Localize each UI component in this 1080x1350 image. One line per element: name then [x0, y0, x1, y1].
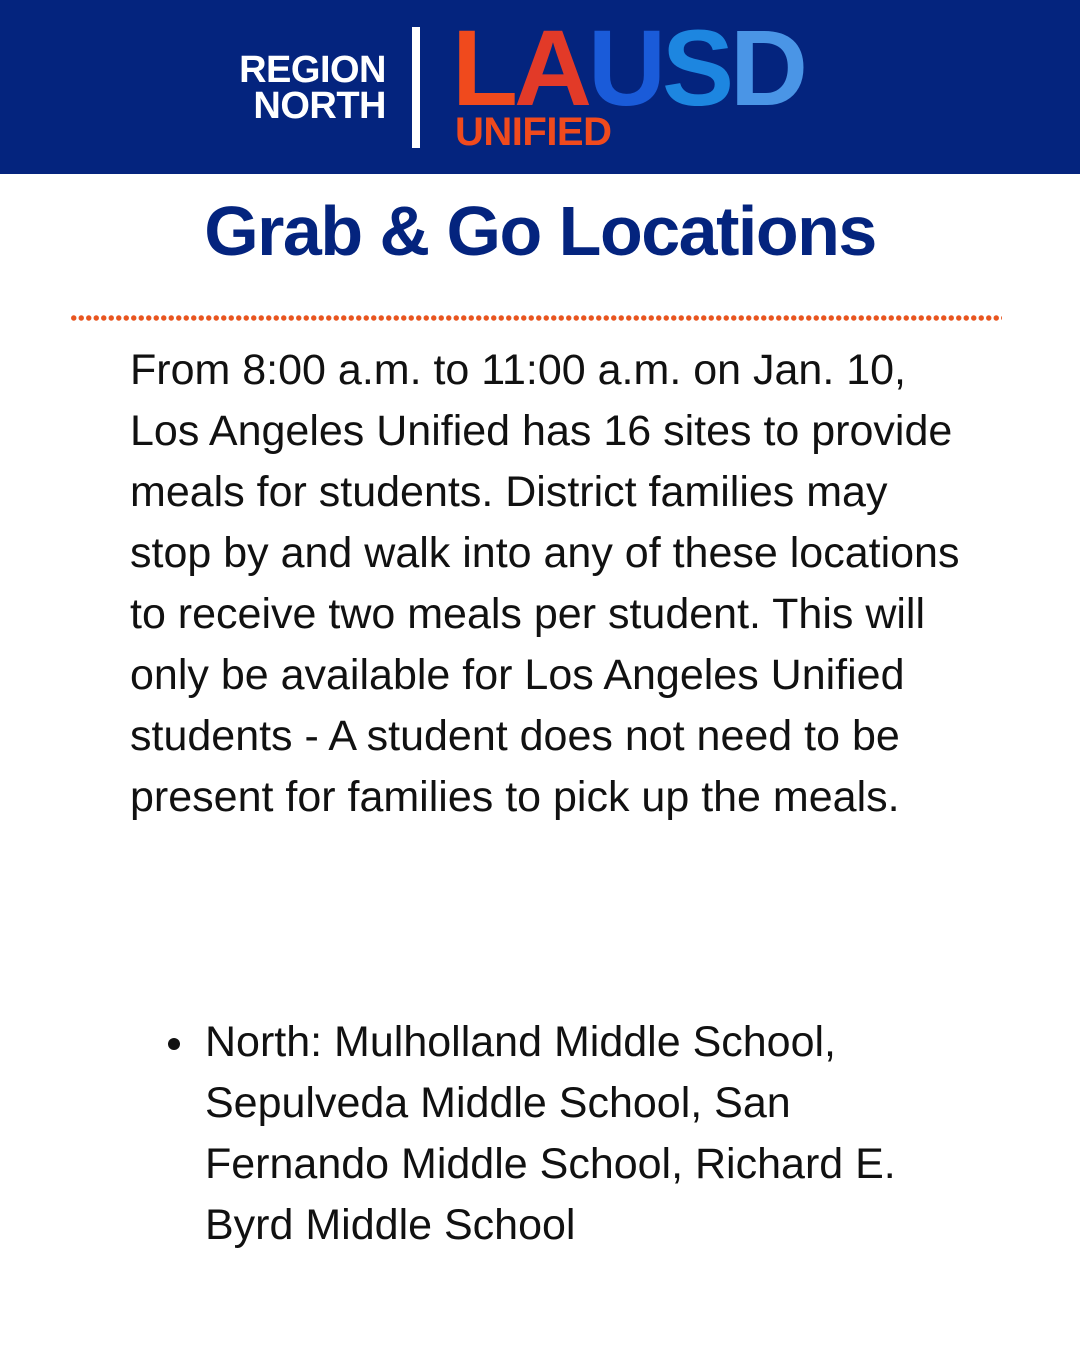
logo-unified-text: UNIFIED — [455, 110, 612, 154]
logo-letter-l: L — [452, 7, 514, 128]
region-line-2: NORTH — [253, 85, 386, 127]
region-label — [222, 49, 386, 127]
info-paragraph: From 8:00 a.m. to 11:00 a.m. on Jan. 10, Los Angeles Unified has 16 sites to provide meals for students. District families may stop by and walk into any of these locations to receive two meals per student. This will only be available for Los Angeles Unified students - A student does not need to be present for families to pick up the meals. — [130, 346, 960, 821]
logo-divider — [412, 27, 420, 148]
page-title: Grab & Go Locations — [204, 192, 876, 270]
bullet-icon — [168, 1038, 180, 1050]
lausd-logo — [452, 7, 805, 128]
dotted-divider — [70, 314, 1002, 322]
logo-letter-a: A — [513, 7, 588, 128]
region-line-1: REGION — [239, 49, 386, 91]
header-banner — [0, 0, 1080, 174]
logo-letter-s: S — [661, 7, 731, 128]
logo-letter-u: U — [587, 7, 662, 128]
logo-letter-d: D — [730, 7, 805, 128]
location-text: North: Mulholland Middle School, Sepulveda Middle School, San Fernando Middle School, Richard E. Byrd Middle School — [205, 1018, 896, 1249]
list-item — [130, 1012, 980, 1256]
location-list — [130, 1012, 980, 1256]
